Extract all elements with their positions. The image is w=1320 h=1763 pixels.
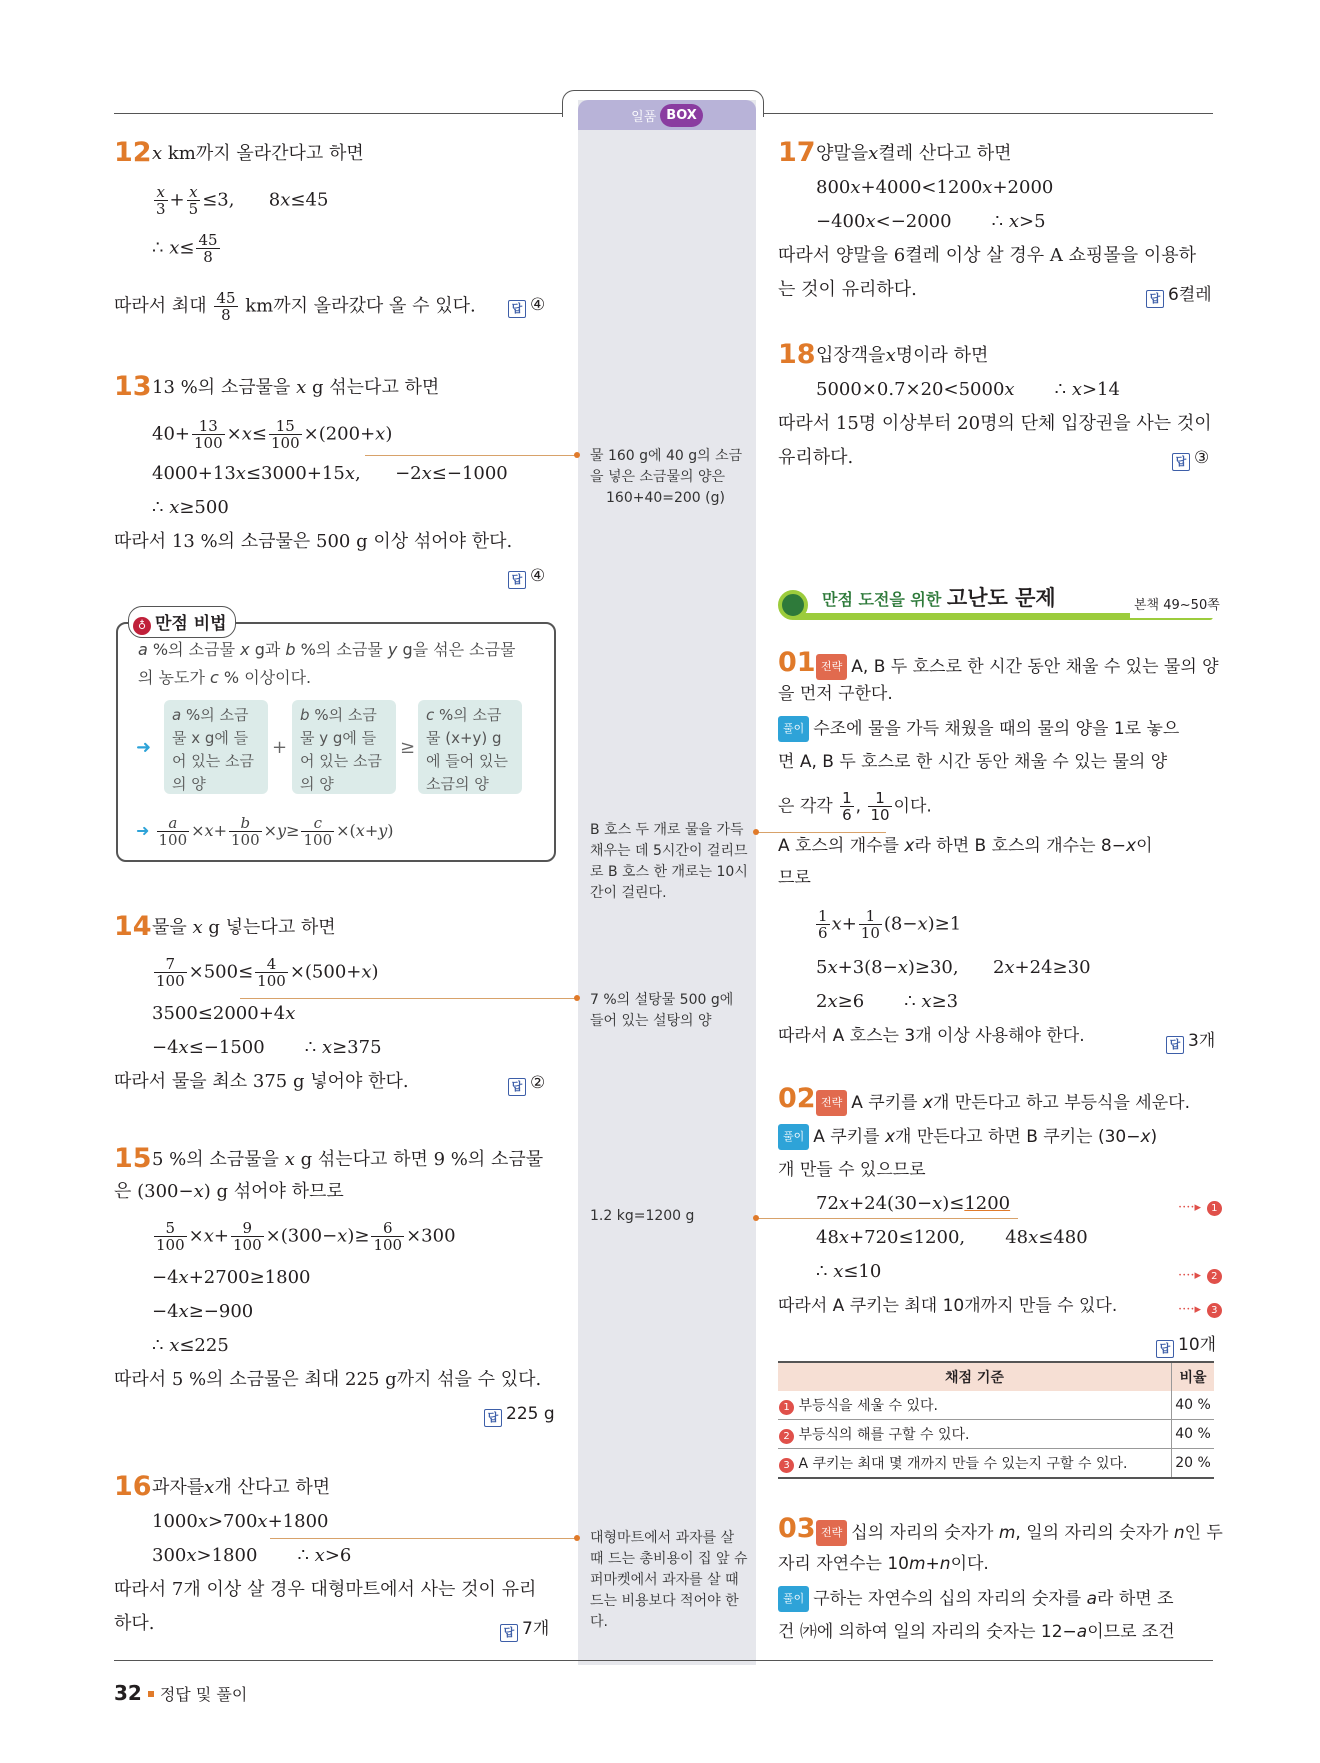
q01-eq1: $\frac{1}{6}$ x+ $\frac{1}{10}$ (8−x)≥1 <box>818 907 962 942</box>
note-5: 대형마트에서 과자를 살 때 드는 총비용이 집 앞 슈퍼마켓에서 과자를 살 때 드는 비용보다 적어야 한다. <box>590 1530 748 1630</box>
p14-answer: 답 ② <box>508 1073 545 1096</box>
lightbulb-icon: ♁ <box>133 617 151 635</box>
p16-eq1: 1000x>700x+1800 <box>152 1511 329 1532</box>
note-link-dot <box>574 452 580 458</box>
tip-box-salt-c: c %의 소금물 (x+y) g에 들어 있는 소금의 양 <box>418 700 522 794</box>
table-row: 3 A 쿠키는 최대 몇 개까지 만들 수 있는지 구할 수 있다. 20 % <box>778 1449 1214 1479</box>
p16-result1: 따라서 7개 이상 살 경우 대형마트에서 사는 것이 유리 <box>114 1579 537 1600</box>
answer-icon: 답 <box>1166 1036 1184 1054</box>
table-row: 2 부등식의 해를 구할 수 있다. 40 % <box>778 1420 1214 1449</box>
q02-eq3: ∴ x≤10 <box>816 1261 882 1282</box>
solution-tag: 풀이 <box>778 1124 809 1150</box>
p13-eq2: 4000+13x≤3000+15x, −2x≤−1000 <box>152 463 508 484</box>
p13-eq3: ∴ x≥500 <box>152 497 229 518</box>
p13-answer: 답 ④ <box>508 566 545 589</box>
note-1: 물 160 g에 40 g의 소금을 넣은 소금물의 양은 160+40=200 (g) <box>590 448 743 506</box>
p15-eq2: −4x+2700≥1800 <box>152 1267 311 1288</box>
arrow-right-icon: ➜ <box>136 737 152 758</box>
box-badge: BOX <box>660 104 703 127</box>
question-number-03: 03 <box>778 1513 816 1544</box>
tip-plus: + <box>272 737 288 758</box>
p17-eq1: 800x+4000<1200x+2000 <box>816 177 1054 198</box>
tip-line1: a %의 소금물 x g과 b %의 소금물 y g을 섞은 소금물 <box>138 640 516 659</box>
p15-title1: 5 %의 소금물을 x g 섞는다고 하면 9 %의 소금물 <box>152 1149 544 1170</box>
problem-number-18: 18 <box>778 339 816 370</box>
note-2: B 호스 두 개로 물을 가득 채우는 데 5시간이 걸리므로 B 호스 한 개로는 10시간이 걸린다. <box>590 822 748 901</box>
q02-strategy: 전략 A 쿠키를 x개 만든다고 하고 부등식을 세운다. <box>816 1090 1190 1116</box>
footer-label: 정답 및 풀이 <box>159 1685 248 1704</box>
p17-result2: 는 것이 유리하다. <box>778 279 917 300</box>
p13-title: 13 %의 소금물을 x g 섞는다고 하면 <box>152 377 440 398</box>
q03-strategy2: 자리 자연수는 10m+n이다. <box>778 1554 989 1574</box>
p14-eq1: $\frac{7}{100}$ ×500≤ $\frac{4}{100}$ ×(500+x) <box>156 955 379 990</box>
q01-result: 따라서 A 호스는 3개 이상 사용해야 한다. <box>778 1026 1085 1046</box>
p17-title: 양말을x켤레 산다고 하면 <box>816 143 1012 164</box>
p12-answer: 답 ④ <box>508 295 545 318</box>
p18-title: 입장객을x명이라 하면 <box>816 345 989 366</box>
problem-number-12: 12 <box>114 137 152 168</box>
q02-eq1: 72x+24(30−x)≤1200 <box>816 1193 1011 1214</box>
note-link-2 <box>756 832 886 833</box>
note-link-5 <box>270 1538 575 1539</box>
note-link-dot <box>753 829 759 835</box>
q01-eq2: 5x+3(8−x)≥30, 2x+24≥30 <box>816 957 1091 978</box>
p18-result1: 따라서 15명 이상부터 20명의 단체 입장권을 사는 것이 <box>778 413 1212 434</box>
p16-eq2: 300x>1800 ∴ x>6 <box>152 1545 352 1566</box>
tip-ge: ≥ <box>400 737 416 758</box>
footer-rule <box>114 1660 1213 1661</box>
problem-number-16: 16 <box>114 1471 152 1502</box>
note-link-dot <box>753 1215 759 1221</box>
p12-eq1: $\frac{x}{3}$ + $\frac{x}{5}$ ≤3, 8x≤45 <box>156 183 329 218</box>
p16-result2: 하다. <box>114 1613 155 1634</box>
answer-icon: 답 <box>484 1409 502 1427</box>
section-title: 만점 도전을 위한 고난도 문제 <box>822 586 1064 612</box>
q02-step2: ····▸ 2 <box>1178 1262 1222 1288</box>
p15-eq4: ∴ x≤225 <box>152 1335 229 1356</box>
tip-title: ♁ 만점 비법 <box>128 606 236 638</box>
p13-result: 따라서 13 %의 소금물은 500 g 이상 섞어야 한다. <box>114 531 513 552</box>
q02-result: 따라서 A 쿠키는 최대 10개까지 만들 수 있다. <box>778 1296 1118 1316</box>
strategy-tag: 전략 <box>816 1520 847 1546</box>
p18-answer: 답 ③ <box>1172 448 1209 471</box>
section-circle-icon <box>778 590 808 620</box>
q02-step1: ····▸ 1 <box>1178 1194 1222 1220</box>
note-link-4 <box>756 1218 1018 1219</box>
tip-box-salt-a: a %의 소금물 x g에 들어 있는 소금의 양 <box>164 700 268 794</box>
p16-title: 과자를x개 산다고 하면 <box>152 1477 331 1498</box>
q01-answer: 답 3개 <box>1166 1026 1215 1054</box>
question-number-01: 01 <box>778 647 816 678</box>
p14-title: 물을 x g 넣는다고 하면 <box>152 917 336 938</box>
p18-eq1: 5000×0.7×20<5000x ∴ x>14 <box>816 379 1120 400</box>
p12-eq2: ∴ x≤ $\frac{45}{8}$ <box>152 231 218 266</box>
note-4: 1.2 kg=1200 g <box>590 1208 695 1224</box>
scoring-header-criteria: 채점 기준 <box>778 1362 1172 1391</box>
p14-eq2: 3500≤2000+4x <box>152 1003 296 1024</box>
answer-icon: 답 <box>508 1078 526 1096</box>
q02-step3: ····▸ 3 <box>1178 1296 1222 1322</box>
p12-title: x km까지 올라간다고 하면 <box>152 143 364 164</box>
note-link-1 <box>365 455 575 456</box>
note-link-dot <box>574 1535 580 1541</box>
q02-sol2: 개 만들 수 있으므로 <box>778 1160 926 1180</box>
q01-strategy2: 을 먼저 구한다. <box>778 684 893 704</box>
scoring-header-ratio: 비율 <box>1172 1362 1215 1391</box>
answer-icon: 답 <box>508 300 526 318</box>
p16-answer: 답 7개 <box>500 1614 549 1642</box>
problem-number-13: 13 <box>114 371 152 402</box>
q01-sol3: 은 각각 $\frac{1}{6}$ , $\frac{1}{10}$ 이다. <box>778 789 932 824</box>
p15-title2: 은 (300−x) g 섞어야 하므로 <box>114 1181 344 1202</box>
problem-number-14: 14 <box>114 911 152 942</box>
p18-result2: 유리하다. <box>778 447 854 468</box>
footer <box>114 1681 247 1705</box>
answer-icon: 답 <box>1156 1340 1174 1358</box>
table-row: 1 부등식을 세울 수 있다. 40 % <box>778 1391 1214 1420</box>
strategy-tag: 전략 <box>816 1090 847 1116</box>
q01-sol5: 므로 <box>778 868 811 888</box>
tip-box-salt-b: b %의 소금물 y g에 들어 있는 소금의 양 <box>292 700 396 794</box>
tip-formula: ➜ $\frac{a}{100}$ ×x+ $\frac{b}{100}$ ×y≥ $\frac{c}{100}$ ×(x+y) <box>136 814 394 849</box>
answer-icon: 답 <box>508 571 526 589</box>
problem-number-17: 17 <box>778 137 816 168</box>
question-number-02: 02 <box>778 1083 816 1114</box>
tip-line2: 의 농도가 c % 이상이다. <box>138 668 312 687</box>
p17-eq2: −400x<−2000 ∴ x>5 <box>816 211 1046 232</box>
answer-icon: 답 <box>1146 290 1164 308</box>
ilpum-box-label: 일품 BOX <box>578 100 756 130</box>
strategy-tag: 전략 <box>816 654 847 680</box>
q03-sol1: 풀이 구하는 자연수의 십의 자리의 숫자를 a라 하면 조 <box>778 1586 1174 1612</box>
q01-sol1: 풀이 수조에 물을 가득 채웠을 때의 물의 양을 1로 놓으 <box>778 716 1179 742</box>
q01-sol4: A 호스의 개수를 x라 하면 B 호스의 개수는 8−x이 <box>778 836 1153 856</box>
q01-eq3: 2x≥6 ∴ x≥3 <box>816 991 959 1012</box>
p17-result1: 따라서 양말을 6켤레 이상 살 경우 A 쇼핑몰을 이용하 <box>778 245 1196 266</box>
note-3: 7 %의 설탕물 500 g에 들어 있는 설탕의 양 <box>590 992 734 1029</box>
p13-eq1: 40+ $\frac{13}{100}$ ×x≤ $\frac{15}{100}$ ×(200+x) <box>152 417 393 452</box>
p14-result: 따라서 물을 최소 375 g 넣어야 한다. <box>114 1071 409 1092</box>
p14-eq3: −4x≤−1500 ∴ x≥375 <box>152 1037 382 1058</box>
q01-sol2: 면 A, B 두 호스로 한 시간 동안 채울 수 있는 물의 양 <box>778 752 1168 772</box>
p15-answer: 답 225 g <box>484 1404 555 1427</box>
p15-eq3: −4x≥−900 <box>152 1301 254 1322</box>
q03-strategy: 전략 십의 자리의 숫자가 m, 일의 자리의 숫자가 n인 두 <box>816 1520 1223 1546</box>
answer-icon: 답 <box>500 1624 518 1642</box>
note-link-dot <box>574 995 580 1001</box>
p15-eq1: $\frac{5}{100}$ ×x+ $\frac{9}{100}$ ×(300−x)≥ $\frac{6}{100}$ ×300 <box>156 1219 456 1254</box>
scoring-table <box>778 1361 1214 1479</box>
q02-sol1: 풀이 A 쿠키를 x개 만든다고 하면 B 쿠키는 (30−x) <box>778 1124 1157 1150</box>
solution-tag: 풀이 <box>778 716 809 742</box>
p12-result: 따라서 최대 $\frac{45}{8}$ km까지 올라갔다 올 수 있다. <box>114 289 476 324</box>
p15-result: 따라서 5 %의 소금물은 최대 225 g까지 섞을 수 있다. <box>114 1369 542 1390</box>
p17-answer: 답 6켤레 <box>1146 280 1212 308</box>
page-number: 32 <box>114 1681 142 1705</box>
q02-answer: 답 10개 <box>1156 1330 1216 1358</box>
note-link-3 <box>240 998 575 999</box>
answer-icon: 답 <box>1172 453 1190 471</box>
problem-number-15: 15 <box>114 1143 152 1174</box>
q03-sol2: 건 ㈎에 의하여 일의 자리의 숫자는 12−a이므로 조건 <box>778 1622 1175 1642</box>
q01-strategy: 전략 A, B 두 호스로 한 시간 동안 채울 수 있는 물의 양 <box>816 654 1219 680</box>
section-ref: 본책 49~50쪽 <box>1130 594 1220 618</box>
q02-eq2: 48x+720≤1200, 48x≤480 <box>816 1227 1088 1248</box>
solution-tag: 풀이 <box>778 1586 809 1612</box>
